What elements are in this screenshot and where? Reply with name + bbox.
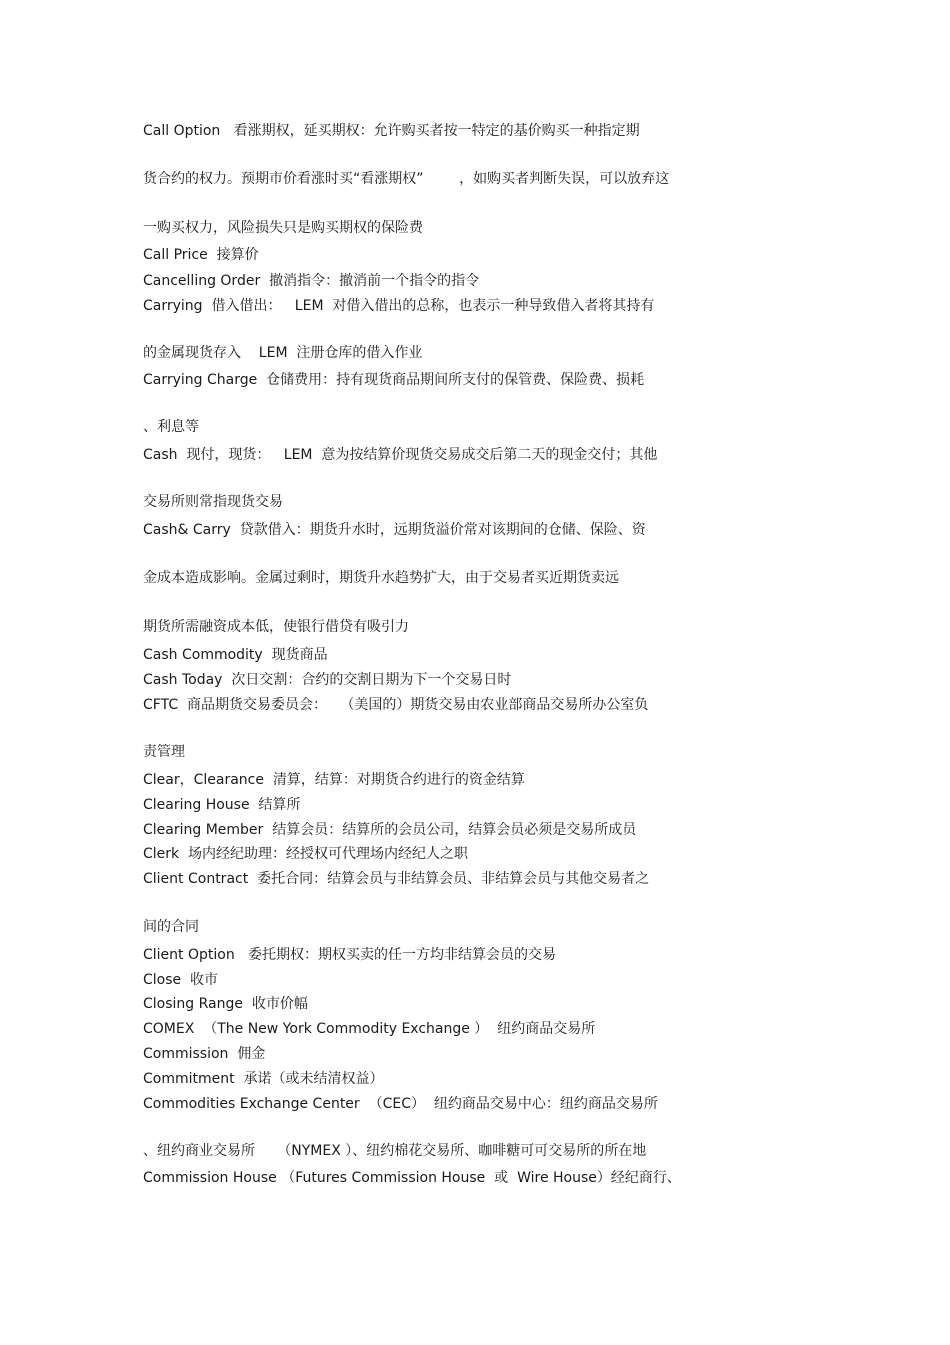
text-line: Commission 佣金 bbox=[143, 1046, 266, 1062]
text-line: CFTC 商品期货交易委员会： （美国的）期货交易由农业部商品交易所办公室负 bbox=[143, 697, 649, 713]
text-line: Call Option 看涨期权，延买期权：允许购买者按一特定的基价购买一种指定期 bbox=[143, 123, 640, 139]
text-line: Closing Range 收市价幅 bbox=[143, 996, 308, 1012]
text-line: Carrying 借入借出： LEM 对借入借出的总称，也表示一种导致借入者将其持有 bbox=[143, 298, 655, 314]
text-line: Cash& Carry 贷款借入：期货升水时，远期货溢价常对该期间的仓储、保险、资 bbox=[143, 522, 646, 538]
text-line: Cash 现付，现货： LEM 意为按结算价现货交易成交后第二天的现金交付；其他 bbox=[143, 447, 658, 463]
text-line: 交易所则常指现货交易 bbox=[143, 494, 283, 510]
text-line: Commitment 承诺（或未结清权益） bbox=[143, 1071, 384, 1087]
text-line: COMEX （The New York Commodity Exchange ） 纽约商品交易所 bbox=[143, 1021, 596, 1037]
text-line: 责管理 bbox=[143, 744, 185, 760]
text-line: 货合约的权力。预期市价看涨时买“看涨期权” ，如购买者判断失误，可以放弃这 bbox=[143, 171, 670, 187]
text-line: Cancelling Order 撤消指令：撤消前一个指令的指令 bbox=[143, 273, 480, 289]
text-line: Clerk 场内经纪助理：经授权可代理场内经纪人之职 bbox=[143, 846, 469, 862]
text-line: Commodities Exchange Center （CEC） 纽约商品交易中心：纽约商品交易所 bbox=[143, 1096, 658, 1112]
text-line: Commission House （Futures Commission House 或 Wire House）经纪商行、 bbox=[143, 1170, 681, 1186]
text-line: 的金属现货存入 LEM 注册仓库的借入作业 bbox=[143, 345, 423, 361]
text-line: 、纽约商业交易所 （NYMEX ）、纽约棉花交易所、咖啡糖可可交易所的所在地 bbox=[143, 1143, 647, 1159]
text-line: 金成本造成影响。金属过剩时，期货升水趋势扩大，由于交易者买近期货卖远 bbox=[143, 570, 619, 586]
text-line: 一购买权力，风险损失只是购买期权的保险费 bbox=[143, 220, 423, 236]
text-line: Call Price 接算价 bbox=[143, 247, 259, 263]
text-line: Cash Today 次日交割：合约的交割日期为下一个交易日时 bbox=[143, 672, 512, 688]
text-line: 、利息等 bbox=[143, 419, 199, 435]
text-line: Carrying Charge 仓储费用：持有现货商品期间所支付的保管费、保险费、损耗 bbox=[143, 372, 645, 388]
text-line: Close 收市 bbox=[143, 972, 219, 988]
text-line: 间的合同 bbox=[143, 919, 199, 935]
text-line: 期货所需融资成本低，使银行借贷有吸引力 bbox=[143, 619, 409, 635]
text-line: Clear，Clearance 清算，结算：对期货合约进行的资金结算 bbox=[143, 772, 525, 788]
text-line: Clearing Member 结算会员：结算所的会员公司，结算会员必须是交易所成员 bbox=[143, 822, 637, 838]
text-line: Client Option 委托期权：期权买卖的任一方均非结算会员的交易 bbox=[143, 947, 557, 963]
text-line: Client Contract 委托合同：结算会员与非结算会员、非结算会员与其他交易者之 bbox=[143, 871, 650, 887]
text-line: Cash Commodity 现货商品 bbox=[143, 647, 328, 663]
text-line: Clearing House 结算所 bbox=[143, 797, 301, 813]
